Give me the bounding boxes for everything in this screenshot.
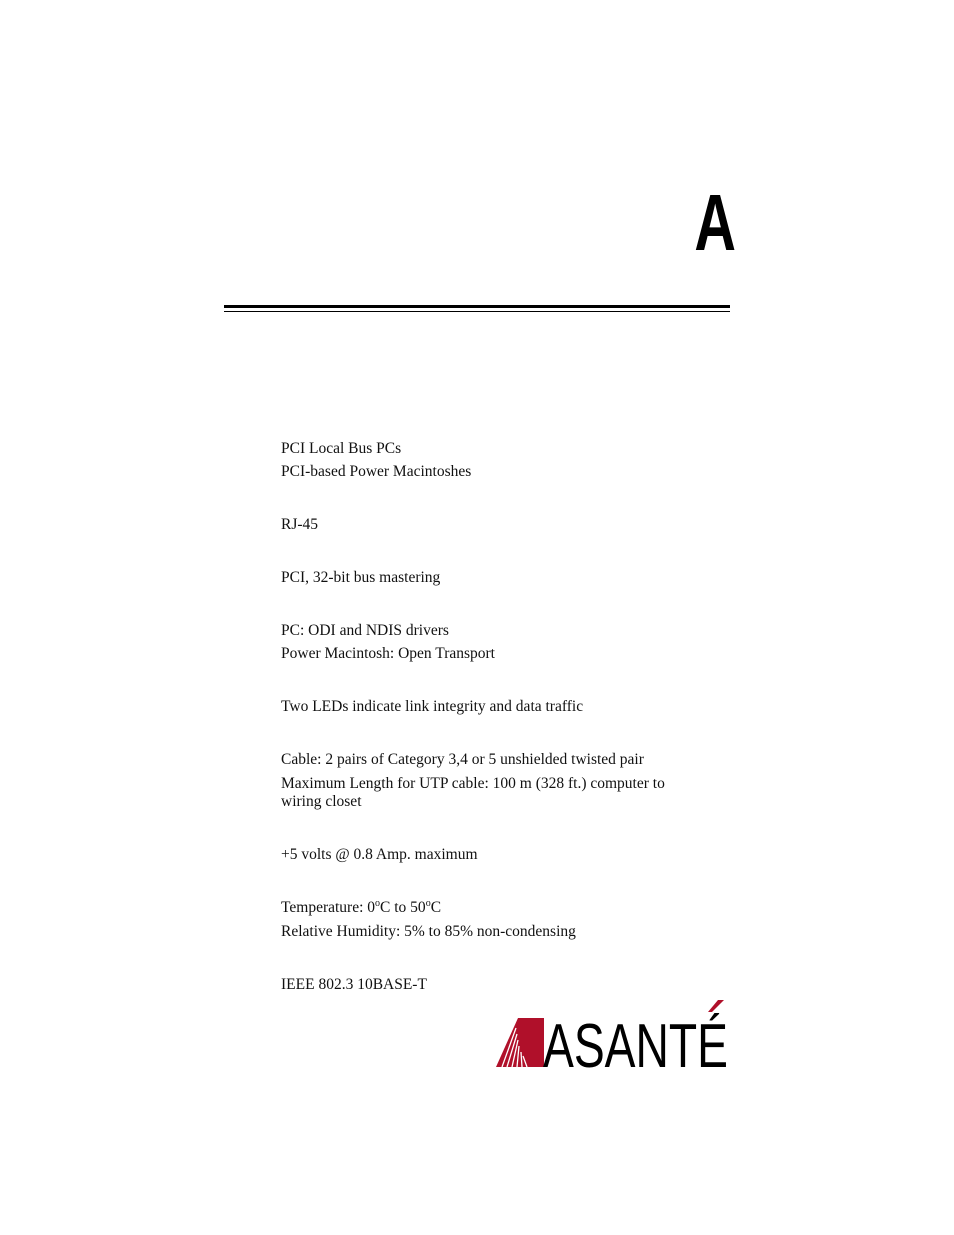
spec-compatibility-mac: PCI-based Power Macintoshes <box>281 463 472 480</box>
spec-power: +5 volts @ 0.8 Amp. maximum <box>281 846 478 863</box>
spec-temperature <box>281 899 711 917</box>
spec-humidity: Relative Humidity: 5% to 85% non-condensing <box>281 923 576 940</box>
header-rule-thick <box>224 305 730 308</box>
degree-symbol: o <box>425 898 431 909</box>
spec-standards: IEEE 802.3 10BASE-T <box>281 976 427 993</box>
header-rule-thin <box>224 311 730 312</box>
spec-indicators: Two LEDs indicate link integrity and data traffic <box>281 698 584 715</box>
chapter-letter: A <box>694 178 736 267</box>
logo-wordmark: ASANTÉ <box>543 1012 728 1081</box>
spec-drivers-mac: Power Macintosh: Open Transport <box>281 645 495 662</box>
spec-connector: RJ-45 <box>281 516 319 533</box>
logo-accent-mark <box>708 1000 724 1012</box>
temperature-unit: C <box>430 899 442 916</box>
spec-cable: Cable: 2 pairs of Category 3,4 or 5 unshielded twisted pair <box>281 751 644 768</box>
spec-compatibility-pc: PCI Local Bus PCs <box>281 440 402 457</box>
temperature-mid: C to 50 <box>380 899 426 916</box>
temperature-prefix: Temperature: 0 <box>281 899 376 916</box>
logo-mark-icon <box>494 1016 546 1070</box>
spec-max-length: Maximum Length for UTP cable: 100 m (328 ft.) computer to wiring closet <box>281 775 665 810</box>
spec-bus-interface: PCI, 32-bit bus mastering <box>281 569 441 586</box>
spec-drivers-pc: PC: ODI and NDIS drivers <box>281 622 449 639</box>
degree-symbol: o <box>375 898 381 909</box>
asante-logo <box>494 998 730 1081</box>
